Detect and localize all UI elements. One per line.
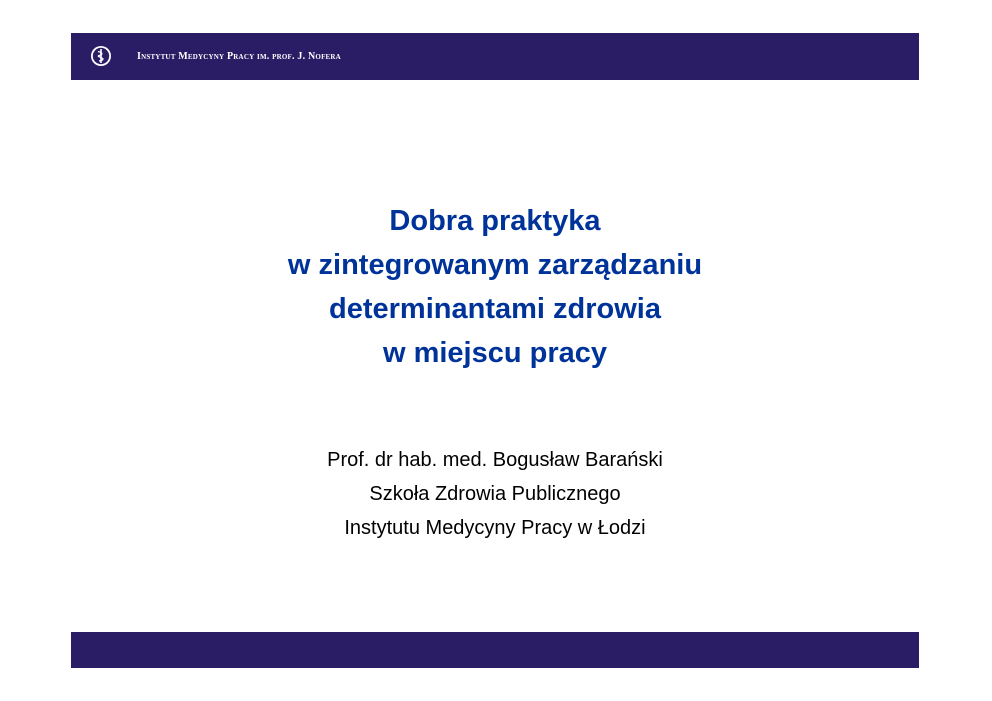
- title-line: w zintegrowanym zarządzaniu: [287, 249, 703, 281]
- title-line: w miejscu pracy: [382, 337, 608, 369]
- institute-name: Instytut Medycyny Pracy im. prof. J. Nofera: [137, 51, 341, 62]
- institute-logo-icon: [90, 45, 112, 67]
- author-name: Prof. dr hab. med. Bogusław Barański: [327, 449, 663, 471]
- author-school: Szkoła Zdrowia Publicznego: [369, 483, 621, 505]
- footer-bar: [71, 632, 919, 668]
- author-institute: Instytutu Medycyny Pracy w Łodzi: [344, 517, 646, 539]
- title-line: Dobra praktyka: [389, 205, 601, 237]
- title-line: determinantami zdrowia: [329, 293, 661, 325]
- author-block: [71, 443, 919, 545]
- slide-title: [71, 199, 919, 375]
